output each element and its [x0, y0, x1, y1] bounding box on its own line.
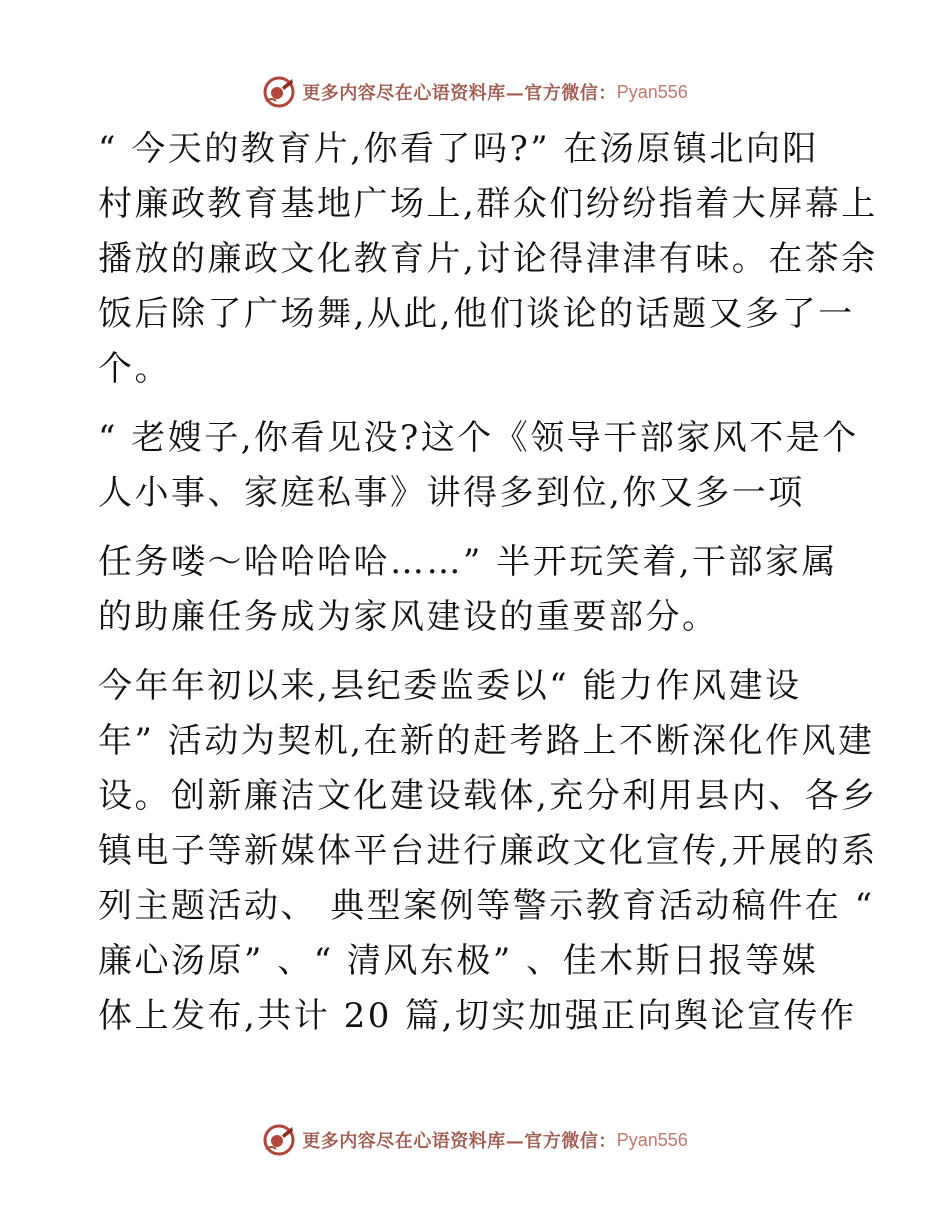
text-line: 任务喽～哈哈哈哈……” 半开玩笑着,干部家属 — [98, 542, 838, 582]
paragraph-2 — [98, 411, 858, 521]
banner-text: 更多内容尽在心语资料库—官方微信： — [302, 1131, 617, 1152]
banner-wechat-id: Pyan556 — [616, 81, 688, 102]
text-line: 镇电子等新媒体平台进行廉政文化宣传,开展的系 — [98, 831, 878, 871]
brand-logo-icon — [262, 75, 296, 109]
paragraph-3 — [98, 535, 858, 645]
text-line: 的助廉任务成为家风建设的重要部分。 — [98, 597, 719, 637]
brand-logo-icon — [262, 1123, 296, 1157]
banner-text: 更多内容尽在心语资料库—官方微信： — [302, 83, 617, 104]
text-line: 个。 — [98, 349, 171, 389]
paragraph-1 — [98, 122, 878, 397]
text-line: 体上发布,共计 20 篇,切实加强正向舆论宣传作 — [98, 996, 857, 1036]
text-line: 村廉政教育基地广场上,群众们纷纷指着大屏幕上 — [98, 184, 878, 224]
text-line: 列主题活动、 典型案例等警示教育活动稿件在 “ — [98, 886, 875, 926]
text-line: 年” 活动为契机,在新的赶考路上不断深化作风建 — [98, 721, 875, 761]
text-line: “ 老嫂子,你看见没?这个《领导干部家风不是个 — [98, 418, 859, 458]
text-line: 设。创新廉洁文化建设载体,充分利用县内、各乡 — [98, 776, 878, 816]
text-line: 廉心汤原” 、“ 清风东极” 、佳木斯日报等媒 — [98, 941, 819, 981]
text-line: 播放的廉政文化教育片,讨论得津津有味。在茶余 — [98, 239, 878, 279]
text-line: 今年年初以来,县纪委监委以“ 能力作风建设 — [98, 666, 802, 706]
paragraph-4 — [98, 659, 878, 1044]
footer-watermark-banner — [0, 1120, 950, 1160]
text-line: 饭后除了广场舞,从此,他们谈论的话题又多了一 — [98, 294, 855, 334]
text-line: 人小事、家庭私事》讲得多到位,你又多一项 — [98, 473, 805, 513]
text-line: “ 今天的教育片,你看了吗?” 在汤原镇北向阳 — [98, 129, 819, 169]
header-watermark-banner — [0, 72, 950, 112]
banner-wechat-id: Pyan556 — [616, 1129, 688, 1150]
article-body — [98, 122, 878, 1044]
